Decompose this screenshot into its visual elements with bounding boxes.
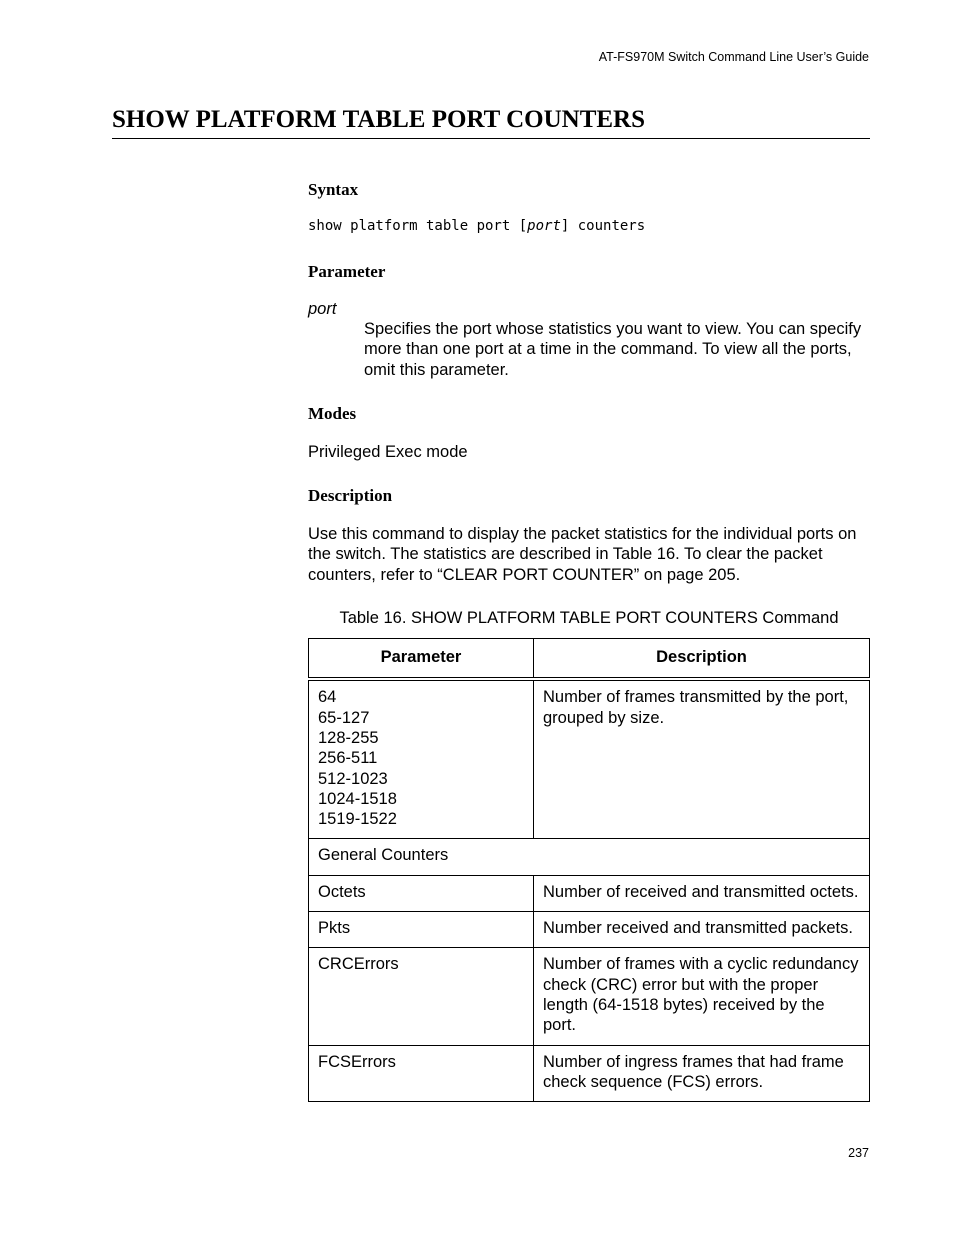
table-row — [309, 679, 870, 839]
size-item: 64 — [318, 688, 337, 707]
size-item: 512-1023 — [318, 769, 388, 788]
counters-table — [308, 638, 870, 1102]
description-heading: Description — [308, 486, 393, 506]
row-desc: Number of frames with a cyclic redundancy check (CRC) error but with the proper length (64-1518 bytes) received by the port. — [534, 948, 870, 1045]
table-row — [309, 948, 870, 1045]
parameter-name: port — [308, 300, 337, 318]
size-description: Number of frames transmitted by the port, grouped by size. — [534, 679, 870, 839]
table-row — [309, 1045, 870, 1102]
size-item: 1024-1518 — [318, 789, 397, 808]
size-list — [309, 679, 534, 839]
syntax-arg: port — [527, 218, 561, 234]
table-section-row — [309, 839, 870, 875]
row-desc: Number of ingress frames that had frame check sequence (FCS) errors. — [534, 1045, 870, 1102]
table-caption: Table 16. SHOW PLATFORM TABLE PORT COUNTERS Command — [339, 609, 839, 628]
page-title: SHOW PLATFORM TABLE PORT COUNTERS — [112, 106, 870, 139]
table-row — [309, 912, 870, 948]
syntax-prefix: show platform table port [ — [308, 218, 528, 234]
syntax-line — [308, 218, 870, 234]
row-param: FCSErrors — [309, 1045, 534, 1102]
row-param: Octets — [309, 875, 534, 911]
row-param: CRCErrors — [309, 948, 534, 1045]
header-parameter: Parameter — [309, 639, 534, 680]
row-desc: Number of received and transmitted octets. — [534, 875, 870, 911]
parameter-heading: Parameter — [308, 262, 386, 281]
modes-text: Privileged Exec mode — [308, 442, 468, 461]
size-item: 128-255 — [318, 728, 379, 747]
header-description: Description — [534, 639, 870, 680]
modes-heading: Modes — [308, 403, 357, 423]
size-item: 1519-1522 — [318, 810, 397, 829]
table-header-row — [309, 639, 870, 680]
section-label: General Counters — [309, 839, 870, 875]
size-item: 256-511 — [318, 749, 378, 768]
table-row — [309, 875, 870, 911]
row-desc: Number received and transmitted packets. — [534, 912, 870, 948]
main-content — [308, 180, 870, 1102]
page-number: 237 — [848, 1146, 869, 1160]
parameter-description: Specifies the port whose statistics you want to view. You can specify more than one port at a time in the command. To view all the ports, omit this parameter. — [364, 320, 862, 379]
size-item: 65-127 — [318, 708, 370, 727]
syntax-suffix: ] counters — [560, 218, 646, 234]
running-head: AT-FS970M Switch Command Line User’s Guide — [598, 50, 869, 64]
syntax-heading: Syntax — [308, 180, 359, 199]
row-param: Pkts — [309, 912, 534, 948]
description-text: Use this command to display the packet statistics for the individual ports on the switch. The statistics are described in Table 16. To clear the packet counters, refer to “CLEAR PORT COUNTER” on page 205. — [308, 525, 857, 584]
